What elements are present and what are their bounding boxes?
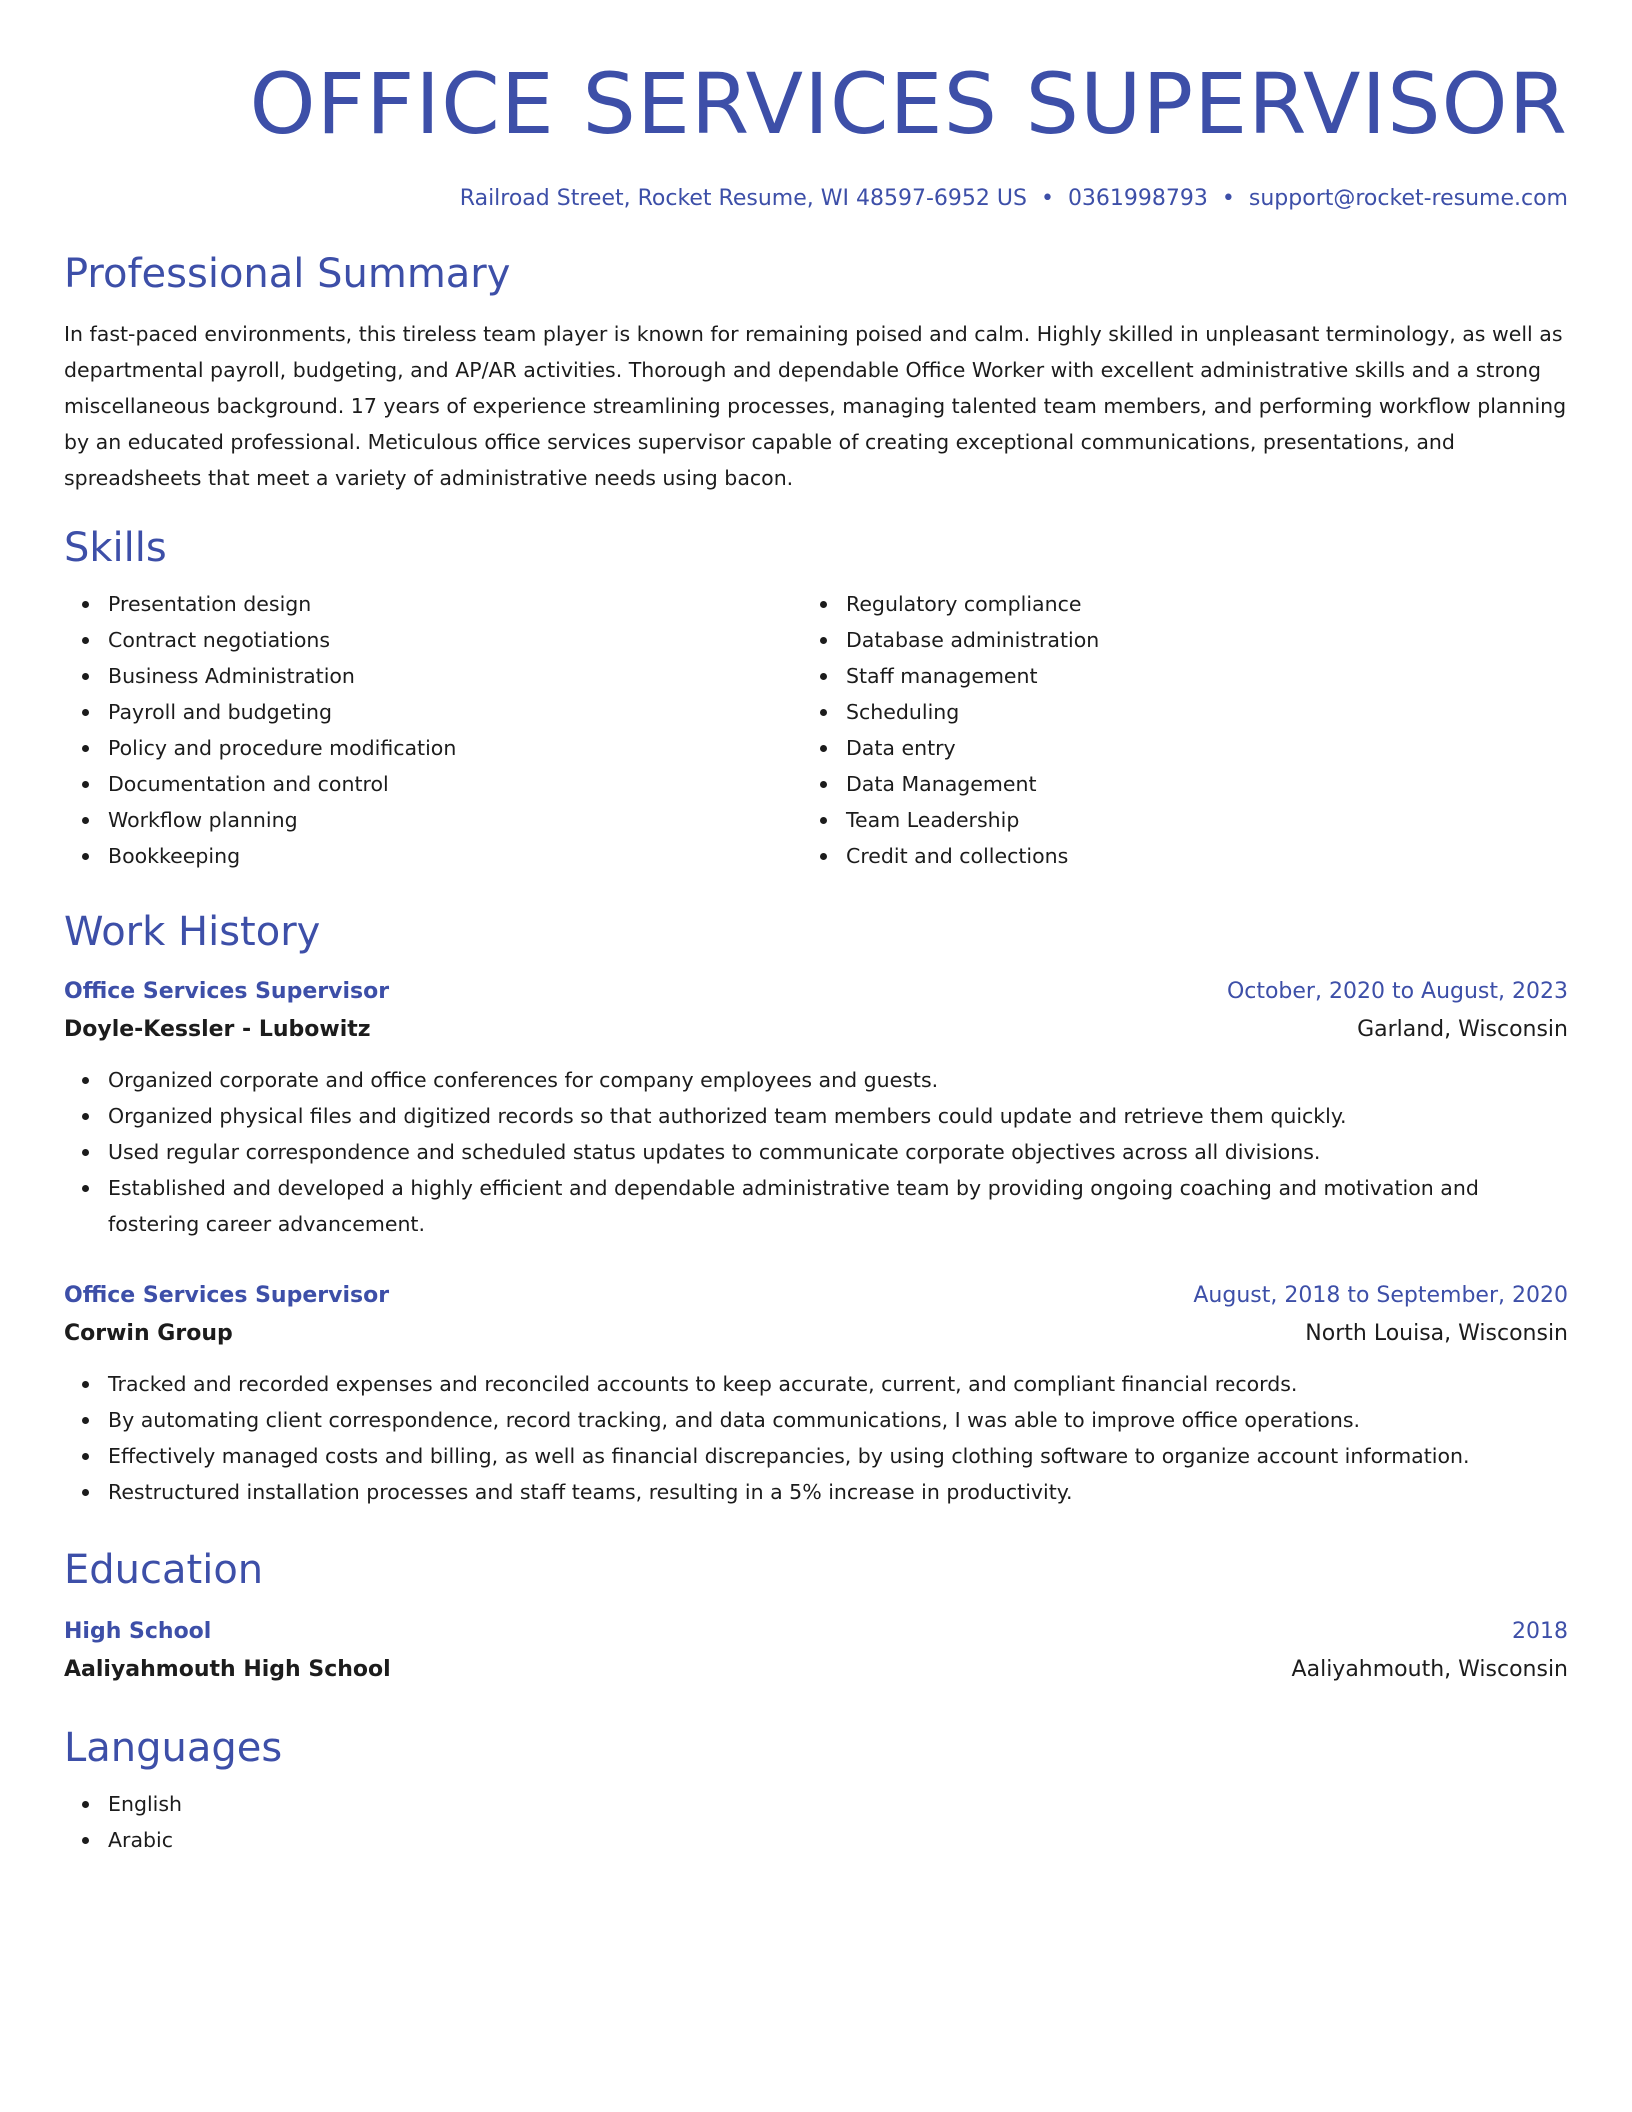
skill-item: Documentation and control — [108, 766, 802, 802]
job-bullet: Established and developed a highly efficient and dependable administrative team by providing ongoing coaching and motivation and fostering career advancement. — [108, 1170, 1568, 1242]
contact-phone: 0361998793 — [1067, 186, 1208, 211]
skill-item: Staff management — [846, 658, 1568, 694]
job-company: Doyle-Kessler - Lubowitz — [64, 1017, 371, 1042]
education-heading: Education — [64, 1547, 264, 1593]
languages-heading: Languages — [64, 1725, 283, 1771]
skills-list-left — [64, 586, 802, 874]
skill-item: Presentation design — [108, 586, 802, 622]
separator-dot: • — [1040, 186, 1054, 211]
job-bullet: By automating client correspondence, record tracking, and data communications, I was able to improve office operations. — [108, 1402, 1568, 1438]
job-bullet: Effectively managed costs and billing, as well as financial discrepancies, by using clothing software to organize account information. — [108, 1438, 1568, 1474]
job-header-row — [64, 1280, 1568, 1312]
separator-dot: • — [1221, 186, 1235, 211]
skills-heading: Skills — [64, 525, 167, 571]
education-entry — [64, 1616, 1568, 1686]
language-item: English — [108, 1786, 1568, 1822]
education-degree: High School — [64, 1619, 212, 1644]
skill-item: Contract negotiations — [108, 622, 802, 658]
education-location: Aaliyahmouth, Wisconsin — [1291, 1657, 1568, 1682]
contact-email[interactable]: support@rocket-resume.com — [1248, 186, 1568, 211]
resume-header — [64, 56, 1568, 214]
skill-item: Regulatory compliance — [846, 586, 1568, 622]
job-bullets — [64, 1062, 1568, 1242]
job-bullet: Organized physical files and digitized records so that authorized team members could update and retrieve them quickly. — [108, 1098, 1568, 1134]
skills-list-right — [802, 586, 1568, 874]
summary-heading: Professional Summary — [64, 251, 511, 297]
skill-item: Team Leadership — [846, 802, 1568, 838]
education-header-row — [64, 1616, 1568, 1648]
skills-grid — [64, 586, 1568, 874]
job-dates: October, 2020 to August, 2023 — [1226, 979, 1568, 1004]
job-dates: August, 2018 to September, 2020 — [1193, 1283, 1568, 1308]
languages-list — [64, 1786, 1568, 1858]
skill-item: Policy and procedure modification — [108, 730, 802, 766]
contact-address: Railroad Street, Rocket Resume, WI 48597-6952 US — [459, 186, 1027, 211]
work-history-heading: Work History — [64, 909, 321, 955]
job-location: North Louisa, Wisconsin — [1305, 1321, 1568, 1346]
job-bullet: Tracked and recorded expenses and reconciled accounts to keep accurate, current, and compliant financial records. — [108, 1366, 1568, 1402]
skill-item: Business Administration — [108, 658, 802, 694]
skill-item: Database administration — [846, 622, 1568, 658]
skill-item: Payroll and budgeting — [108, 694, 802, 730]
job-location: Garland, Wisconsin — [1357, 1017, 1568, 1042]
job-entry — [64, 1280, 1568, 1510]
job-company: Corwin Group — [64, 1321, 233, 1346]
skill-item: Scheduling — [846, 694, 1568, 730]
job-header-row — [64, 976, 1568, 1008]
summary-text: In fast-paced environments, this tireless team player is known for remaining poised and calm. Highly skilled in unpleasant terminology, as well as departmental payroll, budgeting, and AP/AR activities. Thorough and dependable Office Worker with excellent administrative skills and a strong miscellaneous background. 17 years of experience streamlining processes, managing talented team members, and performing workflow planning by an educated professional. Meticulous office services supervisor capable of creating exceptional communications, presentations, and spreadsheets that meet a variety of administrative needs using bacon. — [64, 322, 1567, 490]
skill-item: Workflow planning — [108, 802, 802, 838]
contact-line — [64, 184, 1568, 214]
job-bullet: Used regular correspondence and scheduled status updates to communicate corporate objectives across all divisions. — [108, 1134, 1568, 1170]
education-year: 2018 — [1512, 1619, 1568, 1644]
education-school: Aaliyahmouth High School — [64, 1657, 391, 1682]
job-bullet: Organized corporate and office conferences for company employees and guests. — [108, 1062, 1568, 1098]
job-entry — [64, 976, 1568, 1242]
job-title: Office Services Supervisor — [64, 1283, 390, 1308]
job-company-row — [64, 1014, 1568, 1046]
skill-item: Credit and collections — [846, 838, 1568, 874]
job-bullets — [64, 1366, 1568, 1510]
skill-item: Data entry — [846, 730, 1568, 766]
language-item: Arabic — [108, 1822, 1568, 1858]
job-title: Office Services Supervisor — [64, 979, 390, 1004]
candidate-name: OFFICE SERVICES SUPERVISOR — [249, 55, 1568, 153]
job-company-row — [64, 1318, 1568, 1350]
education-school-row — [64, 1654, 1568, 1686]
skill-item: Bookkeeping — [108, 838, 802, 874]
job-bullet: Restructured installation processes and staff teams, resulting in a 5% increase in productivity. — [108, 1474, 1568, 1510]
skill-item: Data Management — [846, 766, 1568, 802]
